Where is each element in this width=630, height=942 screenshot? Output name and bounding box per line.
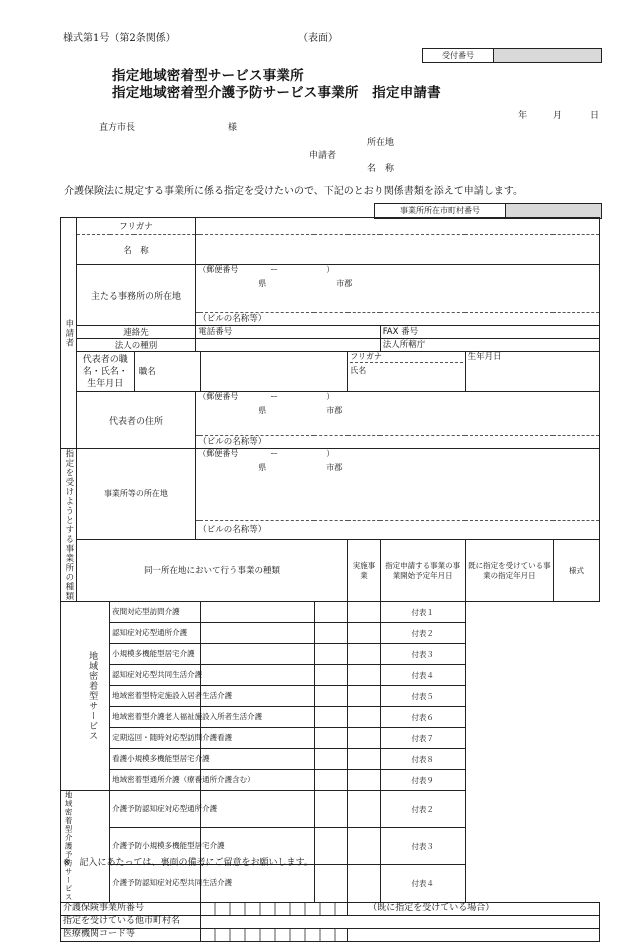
service-form: 付表７: [380, 728, 465, 749]
service-row: [61, 728, 600, 749]
rep-name-label: 氏名: [350, 366, 367, 375]
service-row: [61, 707, 600, 728]
service-row: [61, 665, 600, 686]
col-form: 様式: [553, 540, 599, 602]
date-month: 月: [553, 111, 563, 121]
title-line-1: 指定地域密着型サービス事業所: [112, 68, 304, 84]
rep-name-field[interactable]: [348, 352, 465, 392]
service-start-date-cell[interactable]: [314, 828, 348, 865]
service-start-date-cell[interactable]: [314, 728, 348, 749]
service-start-date-cell[interactable]: [314, 665, 348, 686]
main-office-building: （ビルの名称等）: [196, 313, 600, 326]
group1-label: 地域密着型サービス: [76, 602, 110, 791]
main-office-city: 市郡: [336, 279, 353, 288]
service-row: [61, 623, 600, 644]
service-form: 付表５: [380, 686, 465, 707]
service-start-date-cell[interactable]: [314, 791, 348, 828]
office-building: （ビルの名称等）: [196, 520, 600, 540]
service-designated-cell[interactable]: [348, 707, 380, 728]
addressee-honorific: 様: [228, 123, 238, 133]
office-location-label: 事業所等の所在地: [76, 449, 196, 540]
service-row: [61, 770, 600, 791]
service-row: [61, 791, 600, 828]
service-start-date-cell[interactable]: [314, 865, 348, 902]
addressee: 直方市長: [99, 123, 136, 133]
service-start-date-cell[interactable]: [314, 770, 348, 791]
application-table: [60, 217, 600, 942]
medical-code-extra: [348, 928, 600, 941]
contact-label: 連絡先: [76, 326, 196, 339]
rep-address-prefecture: 県: [258, 406, 267, 415]
service-name: 定期巡回・随時対応型訪問介護看護: [110, 728, 201, 749]
other-municipalities-label: 指定を受けている他市町村名: [61, 915, 201, 928]
service-name: 地域密着型介護老人福祉施設入所者生活介護: [110, 707, 201, 728]
medical-code-label: 医療機関コード等: [61, 928, 201, 941]
reception-number-field[interactable]: [494, 49, 601, 62]
service-row: [61, 749, 600, 770]
group2-label: 地域密着型介護予防サービス: [61, 791, 77, 903]
furigana-label: フリガナ: [76, 218, 196, 235]
service-implemented-cell[interactable]: [200, 623, 314, 644]
service-name: 小規模多機能型居宅介護: [110, 644, 201, 665]
municipality-number-field[interactable]: [506, 204, 601, 218]
applicant-location-label: 所在地: [367, 138, 395, 148]
fax-label: FAX 番号: [380, 326, 599, 339]
service-form: 付表２: [380, 791, 465, 828]
service-implemented-cell[interactable]: [200, 602, 314, 623]
office-location-field[interactable]: [196, 449, 600, 521]
col-implemented: 実施事業: [348, 540, 380, 602]
service-form: 付表３: [380, 828, 465, 865]
care-insurance-field[interactable]: [200, 902, 348, 915]
service-name: 介護予防認知症対応型通所介護: [110, 791, 201, 828]
rep-title-label: 職名: [134, 352, 200, 392]
service-form: 付表４: [380, 865, 465, 902]
main-office-postal: （郵便番号 ー ）: [198, 265, 335, 274]
main-office-field[interactable]: [196, 265, 600, 313]
date-day: 日: [590, 111, 600, 121]
services-header: 同一所在地において行う事業の種類: [76, 540, 348, 602]
service-designated-cell[interactable]: [348, 865, 380, 902]
service-name: 夜間対応型訪問介護: [110, 602, 201, 623]
service-designated-cell[interactable]: [348, 791, 380, 828]
service-start-date-cell[interactable]: [314, 749, 348, 770]
rep-address-field[interactable]: [196, 392, 600, 436]
applicant-side-label: 申請者: [61, 218, 77, 449]
service-form: 付表４: [380, 665, 465, 686]
office-prefecture: 県: [258, 463, 267, 472]
service-designated-cell[interactable]: [348, 665, 380, 686]
service-name: 看護小規模多機能型居宅介護: [110, 749, 201, 770]
service-form: 付表９: [380, 770, 465, 791]
care-insurance-label: 介護保険事業所番号: [61, 902, 201, 915]
service-row: [61, 644, 600, 665]
service-designated-cell[interactable]: [348, 686, 380, 707]
applicant-name-label: 名 称: [367, 164, 395, 174]
municipality-number-label: 事業所所在市町村番号: [375, 204, 506, 218]
service-row: [61, 686, 600, 707]
date-year: 年: [518, 111, 528, 121]
applicant-label: 申請者: [309, 151, 337, 161]
service-form: 付表３: [380, 644, 465, 665]
footer-note: ※ 記入にあたっては、裏面の備考にご留意をお願いします。: [63, 858, 313, 868]
service-name: 介護予防小規模多機能型居宅介護: [110, 828, 201, 865]
rep-furigana-label: フリガナ: [350, 352, 462, 363]
main-office-label: 主たる事務所の所在地: [76, 265, 196, 326]
name-label: 名 称: [76, 235, 196, 265]
reception-number-box: [422, 48, 602, 63]
service-form: 付表２: [380, 623, 465, 644]
service-designated-cell[interactable]: [348, 728, 380, 749]
service-name: 認知症対応型共同生活介護: [110, 665, 201, 686]
service-start-date-cell[interactable]: [314, 707, 348, 728]
col-start-date: 指定申請する事業の事業開始予定年月日: [380, 540, 465, 602]
title-line-2: 指定地域密着型介護予防サービス事業所 指定申請書: [112, 85, 441, 101]
business-side-label: 指定を受けようとする事業所の種類: [61, 449, 77, 602]
service-form: 付表１: [380, 602, 465, 623]
rep-address-label: 代表者の住所: [76, 392, 196, 449]
rep-title-field[interactable]: [200, 352, 348, 392]
furigana-field[interactable]: [196, 218, 600, 235]
service-name: 地域密着型特定施設入居者生活介護: [110, 686, 201, 707]
form-number: 様式第1号（第2条関係）: [63, 33, 176, 44]
service-implemented-cell[interactable]: [200, 791, 314, 828]
reception-number-label: 受付番号: [423, 49, 494, 62]
col-designated: 既に指定を受けている事業の指定年月日: [465, 540, 553, 602]
service-name: 地域密着型通所介護（療養通所介護含む）: [110, 770, 201, 791]
service-implemented-cell[interactable]: [200, 749, 314, 770]
office-city: 市郡: [326, 463, 343, 472]
rep-birthdate-label: 生年月日: [465, 352, 599, 392]
other-municipalities-field[interactable]: [200, 915, 599, 928]
rep-address-postal: （郵便番号 ー ）: [198, 392, 335, 401]
already-designated-note: （既に指定を受けている場合）: [348, 902, 600, 915]
service-designated-cell[interactable]: [348, 623, 380, 644]
application-statement: 介護保険法に規定する事業所に係る指定を受けたいので、下記のとおり関係書類を添えて申請します。: [64, 186, 523, 197]
main-office-prefecture: 県: [258, 279, 267, 288]
corp-type-field[interactable]: [196, 339, 380, 352]
service-name: 介護予防認知症対応型共同生活介護: [110, 865, 201, 902]
rep-address-city: 市郡: [326, 406, 343, 415]
service-designated-cell[interactable]: [348, 749, 380, 770]
service-start-date-cell[interactable]: [314, 644, 348, 665]
phone-label: 電話番号: [196, 326, 380, 339]
corp-type-label: 法人の種別: [76, 339, 196, 352]
service-form: 付表８: [380, 749, 465, 770]
service-designated-cell[interactable]: [348, 828, 380, 865]
service-start-date-cell[interactable]: [314, 686, 348, 707]
service-implemented-cell[interactable]: [200, 665, 314, 686]
corp-authority-label: 法人所轄庁: [380, 339, 599, 352]
medical-code-field[interactable]: [200, 928, 348, 941]
service-start-date-cell[interactable]: [314, 602, 348, 623]
service-implemented-cell[interactable]: [200, 644, 314, 665]
rep-label: 代表者の職名・氏名・生年月日: [76, 352, 134, 392]
service-designated-cell[interactable]: [348, 770, 380, 791]
service-start-date-cell[interactable]: [314, 623, 348, 644]
service-form: 付表６: [380, 707, 465, 728]
form-side: （表面）: [298, 33, 338, 44]
name-field[interactable]: [196, 235, 600, 265]
service-designated-cell[interactable]: [348, 644, 380, 665]
service-row: [61, 865, 600, 902]
service-name: 認知症対応型通所介護: [110, 623, 201, 644]
service-designated-cell[interactable]: [348, 602, 380, 623]
rep-address-building: （ビルの名称等）: [196, 436, 600, 449]
service-row: [61, 602, 600, 623]
office-postal: （郵便番号 ー ）: [198, 449, 335, 458]
